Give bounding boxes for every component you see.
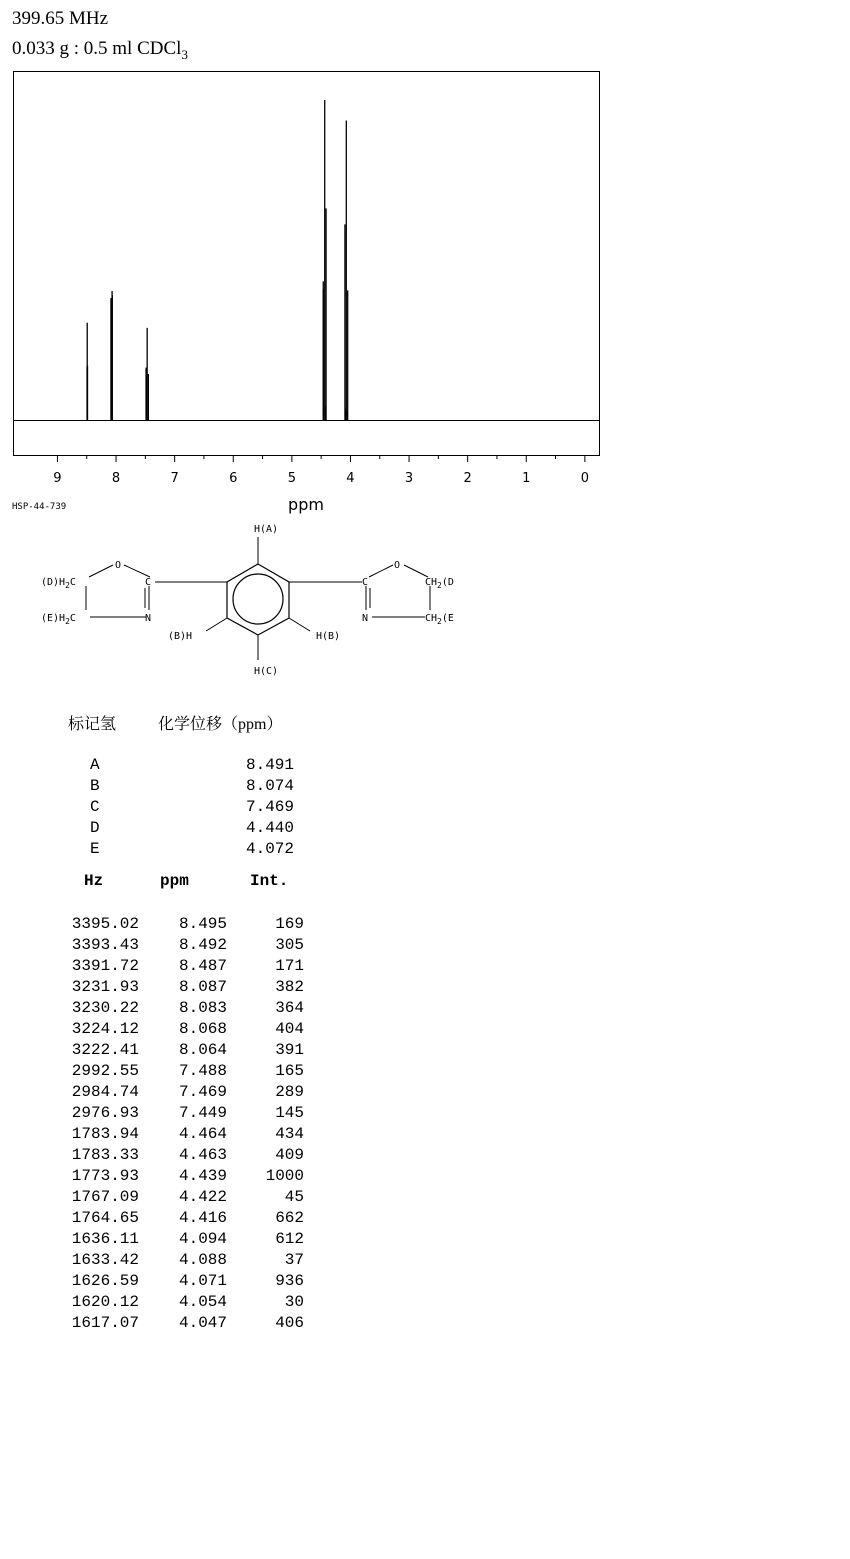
peak-cell-hz: 2984.74 (71, 1083, 139, 1101)
label-c-right: C (362, 577, 369, 588)
x-tick-label: 5 (287, 471, 296, 486)
sample-text: 0.033 g : 0.5 ml CDCl (12, 38, 182, 59)
assignment-label-a: A (90, 756, 100, 774)
peak-cell-ppm: 8.068 (178, 1020, 227, 1038)
peak-cell-hz: 1783.94 (71, 1125, 139, 1143)
x-tick-label: 0 (580, 471, 589, 486)
peak-cell-ppm: 4.047 (178, 1314, 227, 1332)
label-o-right: O (394, 560, 401, 571)
peak-cell-int: 171 (275, 957, 304, 975)
assignment-shift-a: 8.491 (246, 756, 295, 774)
label-hb-right: H(B) (316, 631, 341, 642)
label-n-right: N (362, 613, 369, 624)
label-d-left-text: (D)H (41, 577, 66, 588)
peak-cell-ppm: 7.449 (178, 1104, 227, 1122)
peak-cell-hz: 1617.07 (71, 1314, 139, 1332)
peak-header-ppm: ppm (160, 872, 189, 890)
peak-cell-int: 1000 (265, 1167, 304, 1185)
peak-cell-ppm: 4.416 (178, 1209, 227, 1227)
label-n-left: N (145, 613, 152, 624)
peak-cell-ppm: 4.464 (178, 1125, 227, 1143)
label-d-right-sub: 2 (437, 581, 442, 590)
peak-cell-int: 364 (275, 999, 304, 1017)
peak-cell-hz: 1633.42 (71, 1251, 139, 1269)
x-axis-label: ppm (288, 495, 324, 514)
x-tick-label: 2 (463, 471, 472, 486)
bond-right-o-ch2 (404, 565, 428, 577)
label-e-left-text: (E)H (41, 613, 66, 624)
peak-cell-int: 404 (275, 1020, 304, 1038)
x-tick-label: 9 (53, 471, 62, 486)
peak-cell-hz: 3395.02 (71, 915, 139, 933)
x-tick-label: 6 (229, 471, 238, 486)
peak-cell-ppm: 8.064 (178, 1041, 227, 1059)
peak-cell-ppm: 7.488 (178, 1062, 227, 1080)
peak-cell-int: 45 (284, 1188, 304, 1206)
peak-cell-hz: 3230.22 (71, 999, 139, 1017)
label-e-left (41, 613, 76, 626)
assignment-shift-e: 4.072 (246, 840, 295, 858)
peak-cell-hz: 1636.11 (71, 1230, 139, 1248)
peak-cell-ppm: 7.469 (178, 1083, 227, 1101)
peak-cell-ppm: 8.083 (178, 999, 227, 1017)
peak-cell-int: 662 (275, 1209, 304, 1227)
peak-cell-int: 37 (284, 1251, 304, 1269)
peak-cell-ppm: 8.087 (178, 978, 227, 996)
peak-cell-hz: 1764.65 (71, 1209, 139, 1227)
plot-frame (14, 72, 600, 456)
assignment-label-d: D (90, 819, 100, 837)
peaks-layer (87, 100, 348, 421)
peak-cell-ppm: 8.495 (178, 915, 227, 933)
label-hb-left: (B)H (168, 631, 193, 642)
bond-right-c-o (369, 565, 393, 577)
peak-cell-ppm: 4.054 (178, 1293, 227, 1311)
peak-cell-int: 145 (275, 1104, 304, 1122)
assignment-label-e: E (90, 840, 100, 858)
bond-hb-left (206, 618, 227, 631)
assignment-header-label: 标记氢 (68, 716, 117, 733)
x-tick-label: 8 (111, 471, 121, 486)
peak-cell-int: 936 (275, 1272, 304, 1290)
label-c-left: C (145, 577, 152, 588)
peak-cell-hz: 3391.72 (71, 957, 139, 975)
x-tick-label: 1 (522, 471, 531, 486)
assignment-shift-d: 4.440 (246, 819, 295, 837)
peak-header-int: Int. (250, 872, 289, 890)
label-d-right-text: CH (425, 577, 438, 588)
peak-cell-hz: 2992.55 (71, 1062, 139, 1080)
sample-subscript: 3 (181, 46, 188, 62)
bond-left-c-o (124, 565, 150, 577)
peak-cell-int: 382 (275, 978, 304, 996)
label-ha: H(A) (254, 524, 279, 535)
peak-cell-ppm: 4.422 (178, 1188, 227, 1206)
label-e-right-sub: 2 (437, 617, 442, 626)
label-d-right-end: (D (441, 577, 454, 588)
peak-cell-hz: 3393.43 (71, 936, 139, 954)
peak-cell-hz: 2976.93 (71, 1104, 139, 1122)
peak-cell-int: 169 (275, 915, 304, 933)
aromatic-circle (233, 574, 283, 624)
peak-cell-hz: 3231.93 (71, 978, 139, 996)
assignment-label-c: C (90, 798, 100, 816)
peak-cell-int: 434 (275, 1125, 304, 1143)
label-e-right-text: CH (425, 613, 438, 624)
bond-hb-right (289, 618, 310, 631)
peak-cell-int: 305 (275, 936, 304, 954)
spectrometer-frequency: 399.65 MHz (12, 8, 109, 29)
peak-cell-ppm: 4.088 (178, 1251, 227, 1269)
peak-cell-hz: 1767.09 (71, 1188, 139, 1206)
assignment-shift-c: 7.469 (246, 798, 295, 816)
peak-cell-ppm: 4.071 (178, 1272, 227, 1290)
peak-cell-hz: 1783.33 (71, 1146, 139, 1164)
peak-cell-ppm: 4.094 (178, 1230, 227, 1248)
assignment-header-shift: 化学位移（ppm） (158, 716, 283, 733)
x-axis-ticks (53, 456, 589, 487)
label-hc: H(C) (254, 666, 279, 677)
label-e-right (425, 613, 454, 626)
label-o-left: O (115, 560, 122, 571)
label-d-right (425, 577, 454, 590)
molecule-structure (0, 495, 850, 680)
compound-code: HSP-44-739 (12, 502, 67, 512)
label-e-left-sub: 2 (65, 617, 70, 626)
x-tick-label: 7 (170, 471, 179, 486)
assignment-shift-b: 8.074 (246, 777, 295, 795)
x-tick-label: 4 (346, 471, 355, 486)
peak-cell-hz: 3222.41 (71, 1041, 139, 1059)
peak-cell-hz: 1773.93 (71, 1167, 139, 1185)
label-d-left-end: C (69, 577, 76, 588)
peak-cell-int: 165 (275, 1062, 304, 1080)
assignment-label-b: B (90, 777, 100, 795)
x-tick-label: 3 (404, 471, 414, 486)
label-d-left (41, 577, 76, 590)
peak-cell-ppm: 4.463 (178, 1146, 227, 1164)
peak-cell-int: 289 (275, 1083, 304, 1101)
peak-header-hz: Hz (84, 872, 104, 890)
peak-cell-int: 30 (284, 1293, 304, 1311)
label-e-left-end: C (69, 613, 76, 624)
peak-cell-hz: 1626.59 (71, 1272, 139, 1290)
peak-cell-hz: 1620.12 (71, 1293, 139, 1311)
label-d-left-sub: 2 (65, 581, 70, 590)
nmr-spectrum-chart (0, 0, 850, 520)
bond-left-o-ch2 (89, 565, 113, 577)
peak-cell-ppm: 4.439 (178, 1167, 227, 1185)
peak-cell-hz: 3224.12 (71, 1020, 139, 1038)
peak-cell-int: 409 (275, 1146, 304, 1164)
peak-cell-int: 406 (275, 1314, 304, 1332)
peak-cell-ppm: 8.487 (178, 957, 227, 975)
peak-cell-int: 612 (275, 1230, 304, 1248)
label-e-right-end: (E (441, 613, 454, 624)
peak-cell-int: 391 (275, 1041, 304, 1059)
peak-cell-ppm: 8.492 (178, 936, 227, 954)
